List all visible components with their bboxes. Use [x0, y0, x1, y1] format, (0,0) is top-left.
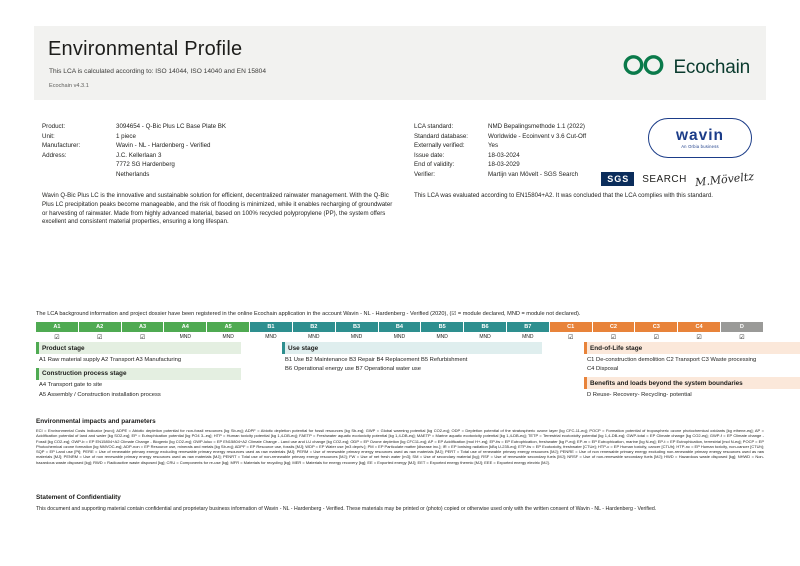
construction-stage-title: Construction process stage	[36, 368, 241, 380]
product-stage-title: Product stage	[36, 342, 241, 354]
module-value-a4: MND	[164, 332, 207, 342]
sgs-logo: SGS	[601, 172, 634, 186]
wavin-tagline: An Orbia business	[681, 143, 719, 149]
module-header-a2: A2	[79, 322, 122, 332]
module-value-c4: ☑	[678, 332, 721, 342]
module-header-d: D	[721, 322, 764, 332]
info-row	[42, 132, 397, 142]
eol-stage-column	[584, 342, 800, 400]
verifier-label: Verifier:	[414, 170, 435, 178]
construction-stage-line: A4 Transport gate to site	[39, 382, 103, 389]
module-value-c2: ☑	[593, 332, 636, 342]
externally-verified-value: Yes	[488, 142, 499, 150]
info-row	[414, 160, 664, 170]
unit-label: Unit:	[42, 132, 55, 140]
lca-info-column	[414, 122, 664, 180]
module-value-b6: MND	[464, 332, 507, 342]
module-header-c3: C3	[635, 322, 678, 332]
module-header-b6: B6	[464, 322, 507, 332]
address-label: Address:	[42, 151, 67, 159]
page-title: Environmental Profile	[48, 38, 243, 60]
address-line-2: 7772 SG Hardenberg	[116, 161, 175, 169]
product-description: Wavin Q-Bic Plus LC is the innovative and sustainable solution for efficient, decentralized rainwater management. With the Q-Bic Plus LC precipitation peaks become manageable, and the risk of flooding is minimized, while it enables recharging of groundwater or harvesting of rainwater. Made from highly advanced material, based on 100% recycled polypropylene (PP), the system offers excellent and consistent material properties, ensuring a long lifespan.	[42, 192, 393, 226]
product-stage-column	[36, 342, 241, 400]
manufacturer-label: Manufacturer:	[42, 142, 81, 150]
module-header-c4: C4	[678, 322, 721, 332]
module-value-a5: MND	[207, 332, 250, 342]
app-version-label: Ecochain v4.3.1	[49, 83, 89, 89]
verification-logos	[601, 169, 755, 189]
confidentiality-title: Statement of Confidentiality	[36, 494, 121, 501]
module-header-b1: B1	[250, 322, 293, 332]
lca-standard-label: LCA standard:	[414, 123, 454, 130]
product-value: 3094654 - Q-Bic Plus LC Base Plate BK	[116, 123, 227, 130]
registration-note: The LCA background information and project dossier have been registered in the online Ecochain application in the account Wavin - NL - Hardenberg - Verified (2020), (☑ = module declared, MND = module not declared).	[36, 311, 581, 317]
module-value-b2: MND	[293, 332, 336, 342]
manufacturer-value: Wavin - NL - Hardenberg - Verified	[116, 142, 211, 150]
module-value-b4: MND	[379, 332, 422, 342]
issue-date-value: 18-03-2024	[488, 151, 520, 159]
module-value-c1: ☑	[550, 332, 593, 342]
module-header-c2: C2	[593, 322, 636, 332]
product-stage-line: A1 Raw material supply A2 Transport A3 Manufacturing	[39, 356, 182, 363]
lca-standard-value: NMD Bepalingsmethode 1.1 (2022)	[488, 123, 585, 130]
modules-table	[36, 322, 764, 342]
end-of-validity-label: End of validity:	[414, 161, 455, 169]
benefits-stage-line: D Reuse- Recovery- Recycling- potential	[587, 391, 692, 398]
modules-header-row	[36, 322, 764, 332]
infinity-icon	[622, 54, 666, 81]
eol-stage-line: C4 Disposal	[587, 365, 619, 372]
product-info-column	[42, 122, 397, 180]
module-value-a1: ☑	[36, 332, 79, 342]
standard-database-value: Worldwide - Ecoinvent v 3.6 Cut-Off	[488, 132, 587, 140]
info-row	[414, 122, 664, 132]
info-row	[42, 151, 397, 180]
construction-stage-line: A5 Assembly / Construction installation process	[39, 391, 161, 398]
module-header-a4: A4	[164, 322, 207, 332]
module-header-b5: B5	[421, 322, 464, 332]
module-header-b4: B4	[379, 322, 422, 332]
ecochain-wordmark: Ecochain	[673, 56, 750, 78]
impacts-section-title: Environmental impacts and parameters	[36, 418, 156, 425]
use-stage-title: Use stage	[282, 342, 542, 354]
module-header-a1: A1	[36, 322, 79, 332]
header-subtitle: This LCA is calculated according to: ISO 14044, ISO 14040 and EN 15804	[49, 68, 266, 75]
use-stage-line: B6 Operational energy use B7 Operational water use	[285, 365, 421, 372]
unit-value: 1 piece	[116, 132, 136, 140]
address-line-1: J.C. Kellerlaan 3	[116, 151, 162, 159]
search-wordmark: SEARCH	[642, 173, 687, 185]
address-line-3: Netherlands	[116, 170, 150, 178]
module-header-b3: B3	[336, 322, 379, 332]
module-header-a3: A3	[122, 322, 165, 332]
benefits-stage-title: Benefits and loads beyond the system boundaries	[584, 377, 800, 389]
wavin-logo	[648, 118, 752, 158]
wavin-wordmark: wavin	[675, 126, 725, 144]
externally-verified-label: Externally verified:	[414, 142, 465, 150]
info-row	[414, 151, 664, 161]
module-value-a2: ☑	[79, 332, 122, 342]
module-header-b2: B2	[293, 322, 336, 332]
module-value-d: ☑	[721, 332, 764, 342]
document-header	[34, 26, 766, 100]
module-header-a5: A5	[207, 322, 250, 332]
module-header-c1: C1	[550, 322, 593, 332]
info-row	[414, 141, 664, 151]
info-row	[42, 122, 397, 132]
module-value-c3: ☑	[635, 332, 678, 342]
verifier-value: Martijn van Mövelt - SGS Search	[488, 170, 579, 178]
end-of-validity-value: 18-03-2029	[488, 161, 520, 169]
confidentiality-body: This document and supporting material contain confidential and proprietary business information of Wavin - NL - Hardenberg - Verified. These materials may be printed or (photo) copied or otherwise used only with the written consent of Wavin - NL - Hardenberg - Verified.	[36, 506, 657, 512]
module-value-b3: MND	[336, 332, 379, 342]
verifier-signature: M.Möveltz	[694, 169, 755, 189]
impacts-abbreviations: ECI = Environmental Costs Indicator [euro]; ADPE = Abiotic depletion potential for non-fossil resources [kg Sb-eq]; ADPF = Abiotic depletion potential for fossil resources [kg Sb-eq]; GWP = Global warming potential [kg CO2-eq]; ODP = Depletion potential of the stratospheric ozone layer [kg CFC-11-eq]; POCP = Formation potential of tropospheric ozone photochemical oxidants [kg ethene-eq]; AP = Acidification potential of land and water [kg SO2-eq]; EP = Eutrophication potential [kg PO4 3--eq]; HTP = Human toxicity potential [kg 1,4-DB-eq]; FAETP = Freshwater aquatic ecotoxicity potential [kg 1,4-DB-eq]; MAETP = Marine aquatic ecotoxicity potential [kg 1,4-DB-eq]; TETP = Terrestrial ecotoxicity potential [kg 1,4-DB-eq]; GWP-total = EP Climate change [kg CO2-eq]; GWP-f = EP Climate change - Fossil [kg CO2-eq]; GWP-b = EP EN15804+A2 Climate Change - Biogenic [kg CO2-eq]; GWP-luluc = EP EN15804+A2 Climate Change - Land use and LU change [kg CO2-eq]; ODP = EP Ozone depletion [kg CFC11-eq]; AP = EP Acidification [mol H+-eq]; EP-fw = EP Eutrophication, freshwater [kg P-eq]; EP-m = EP Eutrophication, marine [kg N-eq]; EP-t = EP Eutrophication, terrestrial [mol N-eq]; POCP = EP Photochemical ozone formation [kg NMVOC-eq]; ADP-non = EP Resource use, minerals and metals [kg Sb-eq]; ADPF = EP Resource use, fossils [MJ]; WDP = EP Water use [m3 depriv.]; PM = EP Particulate matter [disease inc.]; IR = EP Ionising radiation [kBq U-235-eq]; ETP-fw = EP Ecotoxicity, freshwater [CTUe]; HTP-c = EP Human toxicity, cancer [CTUh]; HTP-nc = EP Human toxicity, non-cancer [CTUh]; SQP = EP Land use [Pt]; PERE = Use of renewable primary energy excluding renewable primary energy resources used as raw materials [MJ]; PERM = Use of renewable primary energy resources used as raw materials [MJ]; PERT = Total use of renewable primary energy resources [MJ]; PENRE = Use of non renewable primary energy excluding non-renewable primary energy resources used as raw materials [MJ]; PENRM = Use of non renewable primary energy resources used as raw materials [MJ]; PENRT = Total use of non-renewable primary energy resources [MJ]; FW = Use of net fresh water [m3]; SM = Use of secondary material [kg]; RSF = Use of renewable secondary fuels [MJ]; NRSF = Use of non-renewable secondary fuels [MJ]; HWD = Hazardous waste disposed [kg]; NHWD = Non-hazardous waste disposed [kg]; RWD = Radioactive waste disposed [kg]; CRU = Components for re-use [kg]; MFR = Materials for recycling [kg]; MER = Materials for energy recovery [kg]; EE = Exported energy [MJ]; EET = Exported energy thermic [MJ]; EEE = Exported energy electric [MJ].	[36, 428, 764, 465]
module-value-b5: MND	[421, 332, 464, 342]
issue-date-label: Issue date:	[414, 151, 445, 159]
modules-value-row	[36, 332, 764, 342]
module-value-b7: MND	[507, 332, 550, 342]
address-value	[116, 151, 397, 180]
eol-stage-line: C1 De-construction demolition C2 Transport C3 Waste processing	[587, 356, 757, 363]
verification-note: This LCA was evaluated according to EN15804+A2. It was concluded that the LCA complies with this standard.	[414, 192, 713, 199]
info-row	[414, 132, 664, 142]
eol-stage-title: End-of-Life stage	[584, 342, 800, 354]
product-label: Product:	[42, 123, 66, 130]
module-value-a3: ☑	[122, 332, 165, 342]
ecochain-logo	[622, 54, 750, 81]
info-row	[42, 141, 397, 151]
use-stage-column	[282, 342, 542, 374]
standard-database-label: Standard database:	[414, 132, 469, 140]
use-stage-line: B1 Use B2 Maintenance B3 Repair B4 Replacement B5 Refurbishment	[285, 356, 468, 363]
module-value-b1: MND	[250, 332, 293, 342]
module-header-b7: B7	[507, 322, 550, 332]
